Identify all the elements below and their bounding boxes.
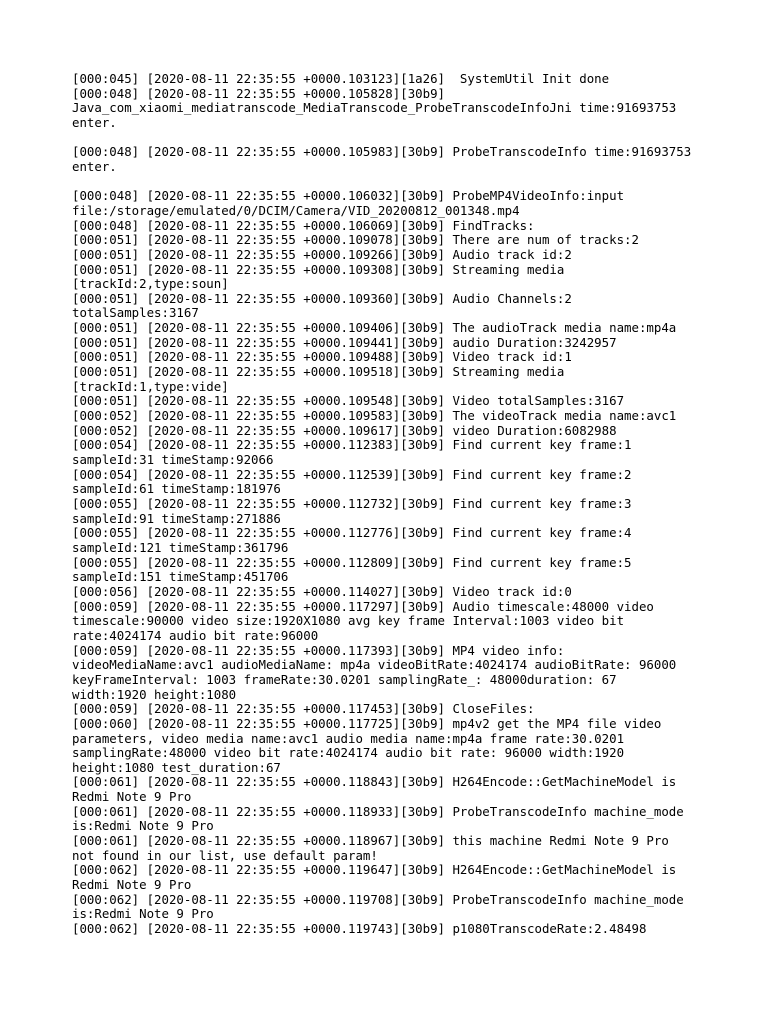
log-line: Java_com_xiaomi_mediatranscode_MediaTranscode_ProbeTranscodeInfoJni time:91693753 bbox=[72, 100, 677, 116]
log-entry bbox=[72, 321, 712, 336]
log-line: [000:056] [2020-08-11 22:35:55 +0000.114027][30b9] Video track id:0 bbox=[72, 583, 572, 599]
log-entry bbox=[72, 702, 712, 717]
log-entry bbox=[72, 365, 712, 394]
log-entry bbox=[72, 248, 712, 263]
log-entry bbox=[72, 893, 712, 922]
log-line: is:Redmi Note 9 Pro bbox=[72, 906, 214, 922]
log-line: [000:048] [2020-08-11 22:35:55 +0000.105983][30b9] ProbeTranscodeInfo time:91693753 bbox=[72, 144, 692, 160]
log-line: [000:051] [2020-08-11 22:35:55 +0000.109406][30b9] The audioTrack media name:mp4a bbox=[72, 320, 677, 336]
log-line: [000:060] [2020-08-11 22:35:55 +0000.117725][30b9] mp4v2 get the MP4 file video bbox=[72, 715, 662, 731]
log-entry bbox=[72, 775, 712, 804]
log-line: is:Redmi Note 9 Pro bbox=[72, 818, 214, 834]
log-line: samplingRate:48000 video bit rate:4024174 audio bit rate: 96000 width:1920 bbox=[72, 745, 625, 761]
log-line: sampleId:61 timeStamp:181976 bbox=[72, 481, 281, 497]
log-line: [000:055] [2020-08-11 22:35:55 +0000.112732][30b9] Find current key frame:3 bbox=[72, 496, 632, 511]
log-line: sampleId:91 timeStamp:271886 bbox=[72, 510, 281, 526]
log-entry bbox=[72, 394, 712, 409]
log-line: [000:048] [2020-08-11 22:35:55 +0000.105828][30b9] bbox=[72, 85, 445, 101]
log-line: [000:055] [2020-08-11 22:35:55 +0000.112809][30b9] Find current key frame:5 bbox=[72, 554, 632, 570]
log-line: [000:051] [2020-08-11 22:35:55 +0000.109078][30b9] There are num of tracks:2 bbox=[72, 232, 639, 248]
log-entry bbox=[72, 292, 712, 321]
log-entry bbox=[72, 72, 712, 87]
log-line: [000:048] [2020-08-11 22:35:55 +0000.106032][30b9] ProbeMP4VideoInfo:input bbox=[72, 188, 625, 204]
log-entry bbox=[72, 585, 712, 600]
log-line: videoMediaName:avc1 audioMediaName: mp4a videoBitRate:4024174 audioBitRate: 96000 bbox=[72, 657, 677, 673]
log-line: [000:059] [2020-08-11 22:35:55 +0000.117393][30b9] MP4 video info: bbox=[72, 642, 565, 658]
log-line: [000:054] [2020-08-11 22:35:55 +0000.112539][30b9] Find current key frame:2 bbox=[72, 466, 632, 482]
blank-line bbox=[72, 131, 712, 146]
log-line bbox=[72, 175, 712, 190]
log-line: [000:051] [2020-08-11 22:35:55 +0000.109488][30b9] Video track id:1 bbox=[72, 349, 572, 365]
log-line: [000:052] [2020-08-11 22:35:55 +0000.109583][30b9] The videoTrack media name:avc1 bbox=[72, 408, 677, 424]
log-entry bbox=[72, 526, 712, 555]
log-line: Redmi Note 9 Pro bbox=[72, 789, 192, 805]
log-line: file:/storage/emulated/0/DCIM/Camera/VID_20200812_001348.mp4 bbox=[72, 202, 520, 218]
log-entry bbox=[72, 863, 712, 892]
log-entry bbox=[72, 717, 712, 776]
log-line: [000:055] [2020-08-11 22:35:55 +0000.112776][30b9] Find current key frame:4 bbox=[72, 525, 632, 541]
log-entry bbox=[72, 233, 712, 248]
log-line: [000:061] [2020-08-11 22:35:55 +0000.118843][30b9] H264Encode::GetMachineModel is bbox=[72, 774, 677, 790]
log-entry bbox=[72, 556, 712, 585]
log-line: [000:051] [2020-08-11 22:35:55 +0000.109360][30b9] Audio Channels:2 bbox=[72, 290, 572, 306]
log-entry bbox=[72, 922, 712, 937]
log-line: [000:045] [2020-08-11 22:35:55 +0000.103123][1a26] SystemUtil Init done bbox=[72, 71, 610, 86]
log-line: enter. bbox=[72, 114, 117, 130]
log-line: rate:4024174 audio bit rate:96000 bbox=[72, 627, 319, 643]
log-entry bbox=[72, 644, 712, 703]
log-line: [000:061] [2020-08-11 22:35:55 +0000.118967][30b9] this machine Redmi Note 9 Pro bbox=[72, 833, 669, 849]
log-line: totalSamples:3167 bbox=[72, 305, 199, 321]
log-entry bbox=[72, 600, 712, 644]
log-line: [trackId:2,type:soun] bbox=[72, 276, 229, 292]
log-line: not found in our list, use default param! bbox=[72, 847, 378, 863]
log-line: enter. bbox=[72, 158, 117, 174]
log-entry bbox=[72, 834, 712, 863]
log-line: [000:051] [2020-08-11 22:35:55 +0000.109518][30b9] Streaming media bbox=[72, 364, 565, 380]
log-entry bbox=[72, 219, 712, 234]
log-line: [000:051] [2020-08-11 22:35:55 +0000.109266][30b9] Audio track id:2 bbox=[72, 246, 572, 262]
log-line: parameters, video media name:avc1 audio media name:mp4a frame rate:30.0201 bbox=[72, 730, 625, 746]
log-line: [000:051] [2020-08-11 22:35:55 +0000.109441][30b9] audio Duration:3242957 bbox=[72, 334, 617, 350]
log-entry bbox=[72, 145, 712, 174]
log-entry bbox=[72, 350, 712, 365]
log-entry bbox=[72, 438, 712, 467]
log-entry bbox=[72, 424, 712, 439]
log-entry bbox=[72, 468, 712, 497]
log-line: height:1080 test_duration:67 bbox=[72, 759, 281, 775]
log-entry bbox=[72, 497, 712, 526]
log-entry bbox=[72, 805, 712, 834]
log-line: [000:059] [2020-08-11 22:35:55 +0000.117453][30b9] CloseFiles: bbox=[72, 701, 535, 717]
log-line: Redmi Note 9 Pro bbox=[72, 877, 192, 893]
log-line: [000:062] [2020-08-11 22:35:55 +0000.119708][30b9] ProbeTranscodeInfo machine_mode bbox=[72, 891, 684, 907]
log-text-block bbox=[72, 72, 712, 937]
log-line: [000:052] [2020-08-11 22:35:55 +0000.109617][30b9] video Duration:6082988 bbox=[72, 422, 617, 438]
log-line: [000:054] [2020-08-11 22:35:55 +0000.112383][30b9] Find current key frame:1 bbox=[72, 437, 632, 453]
log-line bbox=[72, 131, 712, 146]
log-line: [000:059] [2020-08-11 22:35:55 +0000.117297][30b9] Audio timescale:48000 video bbox=[72, 598, 654, 614]
log-line: [trackId:1,type:vide] bbox=[72, 378, 229, 394]
log-entry bbox=[72, 189, 712, 218]
log-entry bbox=[72, 409, 712, 424]
log-line: [000:062] [2020-08-11 22:35:55 +0000.119647][30b9] H264Encode::GetMachineModel is bbox=[72, 862, 677, 878]
log-line: sampleId:121 timeStamp:361796 bbox=[72, 539, 289, 555]
log-line: timescale:90000 video size:1920X1080 avg key frame Interval:1003 video bit bbox=[72, 613, 625, 629]
log-line: [000:051] [2020-08-11 22:35:55 +0000.109308][30b9] Streaming media bbox=[72, 261, 565, 277]
log-line: width:1920 height:1080 bbox=[72, 686, 237, 702]
log-line: [000:062] [2020-08-11 22:35:55 +0000.119743][30b9] p1080TranscodeRate:2.48498 bbox=[72, 921, 647, 937]
log-line: [000:048] [2020-08-11 22:35:55 +0000.106069][30b9] FindTracks: bbox=[72, 217, 535, 233]
log-entry bbox=[72, 336, 712, 351]
log-line: sampleId:151 timeStamp:451706 bbox=[72, 569, 289, 585]
log-line: [000:051] [2020-08-11 22:35:55 +0000.109548][30b9] Video totalSamples:3167 bbox=[72, 393, 625, 409]
log-line: keyFrameInterval: 1003 frameRate:30.0201 samplingRate_: 48000duration: 67 bbox=[72, 671, 617, 687]
log-line: sampleId:31 timeStamp:92066 bbox=[72, 452, 274, 468]
blank-line bbox=[72, 175, 712, 190]
log-entry bbox=[72, 263, 712, 292]
log-line: [000:061] [2020-08-11 22:35:55 +0000.118933][30b9] ProbeTranscodeInfo machine_mode bbox=[72, 803, 684, 819]
log-entry bbox=[72, 87, 712, 131]
